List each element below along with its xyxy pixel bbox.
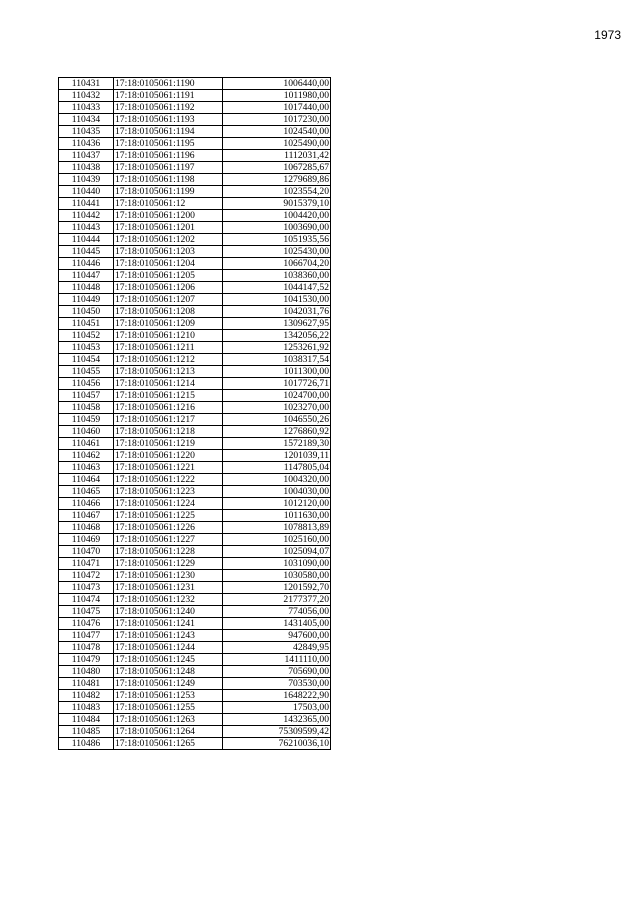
value-cell: 1067285,67 <box>223 162 331 174</box>
value-cell: 1112031,42 <box>223 150 331 162</box>
table-row <box>59 342 331 354</box>
value-cell: 1431405,00 <box>223 618 331 630</box>
cadastral-value-table <box>58 77 331 750</box>
row-number-cell: 110457 <box>59 390 114 402</box>
cadastral-number-cell: 17:18:0105061:1231 <box>114 582 223 594</box>
row-number-cell: 110439 <box>59 174 114 186</box>
table-row <box>59 726 331 738</box>
value-cell: 1078813,89 <box>223 522 331 534</box>
table-row <box>59 234 331 246</box>
table-row <box>59 258 331 270</box>
value-cell: 705690,00 <box>223 666 331 678</box>
value-cell: 1066704,20 <box>223 258 331 270</box>
cadastral-number-cell: 17:18:0105061:1263 <box>114 714 223 726</box>
cadastral-number-cell: 17:18:0105061:1191 <box>114 90 223 102</box>
cadastral-number-cell: 17:18:0105061:1227 <box>114 534 223 546</box>
value-cell: 1011300,00 <box>223 366 331 378</box>
row-number-cell: 110462 <box>59 450 114 462</box>
table-row <box>59 402 331 414</box>
cadastral-number-cell: 17:18:0105061:1208 <box>114 306 223 318</box>
value-cell: 9015379,10 <box>223 198 331 210</box>
row-number-cell: 110434 <box>59 114 114 126</box>
cadastral-number-cell: 17:18:0105061:1224 <box>114 498 223 510</box>
cadastral-number-cell: 17:18:0105061:1228 <box>114 546 223 558</box>
value-cell: 1011630,00 <box>223 510 331 522</box>
cadastral-number-cell: 17:18:0105061:1209 <box>114 318 223 330</box>
table-row <box>59 354 331 366</box>
value-cell: 1041530,00 <box>223 294 331 306</box>
value-cell: 1147805,04 <box>223 462 331 474</box>
cadastral-number-cell: 17:18:0105061:1207 <box>114 294 223 306</box>
table-row <box>59 114 331 126</box>
table-row <box>59 534 331 546</box>
value-cell: 1031090,00 <box>223 558 331 570</box>
value-cell: 1023270,00 <box>223 402 331 414</box>
value-cell: 1017440,00 <box>223 102 331 114</box>
row-number-cell: 110435 <box>59 126 114 138</box>
value-cell: 1038317,54 <box>223 354 331 366</box>
value-cell: 1024540,00 <box>223 126 331 138</box>
value-cell: 1025160,00 <box>223 534 331 546</box>
value-cell: 1042031,76 <box>223 306 331 318</box>
value-cell: 1038360,00 <box>223 270 331 282</box>
row-number-cell: 110479 <box>59 654 114 666</box>
table-row <box>59 102 331 114</box>
table-row <box>59 330 331 342</box>
table-row <box>59 318 331 330</box>
row-number-cell: 110446 <box>59 258 114 270</box>
cadastral-number-cell: 17:18:0105061:1244 <box>114 642 223 654</box>
cadastral-number-cell: 17:18:0105061:1222 <box>114 474 223 486</box>
cadastral-number-cell: 17:18:0105061:1245 <box>114 654 223 666</box>
value-cell: 1004030,00 <box>223 486 331 498</box>
value-cell: 1003690,00 <box>223 222 331 234</box>
cadastral-number-cell: 17:18:0105061:1199 <box>114 186 223 198</box>
value-cell: 1342056,22 <box>223 330 331 342</box>
cadastral-number-cell: 17:18:0105061:1264 <box>114 726 223 738</box>
row-number-cell: 110459 <box>59 414 114 426</box>
cadastral-number-cell: 17:18:0105061:1204 <box>114 258 223 270</box>
cadastral-number-cell: 17:18:0105061:12 <box>114 198 223 210</box>
row-number-cell: 110443 <box>59 222 114 234</box>
cadastral-number-cell: 17:18:0105061:1202 <box>114 234 223 246</box>
cadastral-number-cell: 17:18:0105061:1225 <box>114 510 223 522</box>
value-cell: 1024700,00 <box>223 390 331 402</box>
row-number-cell: 110453 <box>59 342 114 354</box>
row-number-cell: 110437 <box>59 150 114 162</box>
row-number-cell: 110469 <box>59 534 114 546</box>
cadastral-number-cell: 17:18:0105061:1249 <box>114 678 223 690</box>
row-number-cell: 110436 <box>59 138 114 150</box>
value-cell: 76210036,10 <box>223 738 331 750</box>
value-cell: 1004420,00 <box>223 210 331 222</box>
row-number-cell: 110440 <box>59 186 114 198</box>
cadastral-number-cell: 17:18:0105061:1241 <box>114 618 223 630</box>
value-cell: 1309627,95 <box>223 318 331 330</box>
value-cell: 1201592,70 <box>223 582 331 594</box>
table-row <box>59 570 331 582</box>
cadastral-number-cell: 17:18:0105061:1229 <box>114 558 223 570</box>
table-body <box>59 78 331 750</box>
row-number-cell: 110456 <box>59 378 114 390</box>
table-row <box>59 390 331 402</box>
row-number-cell: 110449 <box>59 294 114 306</box>
cadastral-number-cell: 17:18:0105061:1197 <box>114 162 223 174</box>
cadastral-number-cell: 17:18:0105061:1198 <box>114 174 223 186</box>
table-row <box>59 690 331 702</box>
row-number-cell: 110465 <box>59 486 114 498</box>
row-number-cell: 110464 <box>59 474 114 486</box>
table-row <box>59 486 331 498</box>
value-cell: 1025490,00 <box>223 138 331 150</box>
table-row <box>59 90 331 102</box>
cadastral-number-cell: 17:18:0105061:1226 <box>114 522 223 534</box>
row-number-cell: 110441 <box>59 198 114 210</box>
row-number-cell: 110482 <box>59 690 114 702</box>
value-cell: 1276860,92 <box>223 426 331 438</box>
value-cell: 1046550,26 <box>223 414 331 426</box>
table-row <box>59 546 331 558</box>
cadastral-number-cell: 17:18:0105061:1194 <box>114 126 223 138</box>
row-number-cell: 110470 <box>59 546 114 558</box>
cadastral-number-cell: 17:18:0105061:1192 <box>114 102 223 114</box>
table-row <box>59 78 331 90</box>
row-number-cell: 110473 <box>59 582 114 594</box>
cadastral-number-cell: 17:18:0105061:1240 <box>114 606 223 618</box>
row-number-cell: 110438 <box>59 162 114 174</box>
cadastral-number-cell: 17:18:0105061:1213 <box>114 366 223 378</box>
row-number-cell: 110451 <box>59 318 114 330</box>
row-number-cell: 110454 <box>59 354 114 366</box>
value-cell: 1017230,00 <box>223 114 331 126</box>
row-number-cell: 110474 <box>59 594 114 606</box>
value-cell: 1411110,00 <box>223 654 331 666</box>
row-number-cell: 110460 <box>59 426 114 438</box>
table-row <box>59 198 331 210</box>
value-cell: 75309599,42 <box>223 726 331 738</box>
row-number-cell: 110481 <box>59 678 114 690</box>
table-row <box>59 702 331 714</box>
value-cell: 42849,95 <box>223 642 331 654</box>
cadastral-number-cell: 17:18:0105061:1205 <box>114 270 223 282</box>
row-number-cell: 110484 <box>59 714 114 726</box>
cadastral-number-cell: 17:18:0105061:1219 <box>114 438 223 450</box>
table-row <box>59 150 331 162</box>
row-number-cell: 110448 <box>59 282 114 294</box>
value-cell: 1012120,00 <box>223 498 331 510</box>
table-row <box>59 438 331 450</box>
table-row <box>59 294 331 306</box>
row-number-cell: 110471 <box>59 558 114 570</box>
table-row <box>59 186 331 198</box>
cadastral-number-cell: 17:18:0105061:1255 <box>114 702 223 714</box>
value-cell: 1006440,00 <box>223 78 331 90</box>
table-row <box>59 366 331 378</box>
table-row <box>59 462 331 474</box>
table-row <box>59 618 331 630</box>
cadastral-number-cell: 17:18:0105061:1201 <box>114 222 223 234</box>
table-row <box>59 246 331 258</box>
value-cell: 1253261,92 <box>223 342 331 354</box>
row-number-cell: 110472 <box>59 570 114 582</box>
value-cell: 1572189,30 <box>223 438 331 450</box>
row-number-cell: 110447 <box>59 270 114 282</box>
value-cell: 1432365,00 <box>223 714 331 726</box>
cadastral-number-cell: 17:18:0105061:1195 <box>114 138 223 150</box>
value-cell: 1030580,00 <box>223 570 331 582</box>
value-cell: 1051935,56 <box>223 234 331 246</box>
cadastral-number-cell: 17:18:0105061:1230 <box>114 570 223 582</box>
table-row <box>59 474 331 486</box>
value-cell: 1279689,86 <box>223 174 331 186</box>
row-number-cell: 110478 <box>59 642 114 654</box>
cadastral-number-cell: 17:18:0105061:1243 <box>114 630 223 642</box>
table-row <box>59 210 331 222</box>
table-row <box>59 138 331 150</box>
table-row <box>59 414 331 426</box>
value-cell: 947600,00 <box>223 630 331 642</box>
page-number: 1973 <box>594 28 621 42</box>
row-number-cell: 110476 <box>59 618 114 630</box>
table-row <box>59 450 331 462</box>
cadastral-number-cell: 17:18:0105061:1206 <box>114 282 223 294</box>
cadastral-number-cell: 17:18:0105061:1218 <box>114 426 223 438</box>
cadastral-number-cell: 17:18:0105061:1210 <box>114 330 223 342</box>
table-row <box>59 558 331 570</box>
row-number-cell: 110480 <box>59 666 114 678</box>
table-row <box>59 630 331 642</box>
row-number-cell: 110450 <box>59 306 114 318</box>
cadastral-number-cell: 17:18:0105061:1214 <box>114 378 223 390</box>
row-number-cell: 110445 <box>59 246 114 258</box>
cadastral-number-cell: 17:18:0105061:1196 <box>114 150 223 162</box>
table-row <box>59 594 331 606</box>
value-cell: 1023554,20 <box>223 186 331 198</box>
cadastral-number-cell: 17:18:0105061:1253 <box>114 690 223 702</box>
row-number-cell: 110432 <box>59 90 114 102</box>
table-row <box>59 498 331 510</box>
row-number-cell: 110444 <box>59 234 114 246</box>
cadastral-number-cell: 17:18:0105061:1265 <box>114 738 223 750</box>
table-row <box>59 378 331 390</box>
table-row <box>59 642 331 654</box>
row-number-cell: 110467 <box>59 510 114 522</box>
table-row <box>59 222 331 234</box>
value-cell: 1201039,11 <box>223 450 331 462</box>
value-cell: 1004320,00 <box>223 474 331 486</box>
table-row <box>59 270 331 282</box>
cadastral-number-cell: 17:18:0105061:1211 <box>114 342 223 354</box>
row-number-cell: 110461 <box>59 438 114 450</box>
cadastral-number-cell: 17:18:0105061:1215 <box>114 390 223 402</box>
table-row <box>59 606 331 618</box>
value-cell: 1044147,52 <box>223 282 331 294</box>
table-row <box>59 666 331 678</box>
cadastral-number-cell: 17:18:0105061:1220 <box>114 450 223 462</box>
cadastral-number-cell: 17:18:0105061:1223 <box>114 486 223 498</box>
table-row <box>59 678 331 690</box>
table-row <box>59 654 331 666</box>
cadastral-number-cell: 17:18:0105061:1200 <box>114 210 223 222</box>
cadastral-number-cell: 17:18:0105061:1221 <box>114 462 223 474</box>
row-number-cell: 110486 <box>59 738 114 750</box>
table-row <box>59 126 331 138</box>
row-number-cell: 110463 <box>59 462 114 474</box>
cadastral-number-cell: 17:18:0105061:1212 <box>114 354 223 366</box>
cadastral-number-cell: 17:18:0105061:1248 <box>114 666 223 678</box>
table-row <box>59 714 331 726</box>
value-cell: 2177377,20 <box>223 594 331 606</box>
row-number-cell: 110433 <box>59 102 114 114</box>
table-row <box>59 426 331 438</box>
table-row <box>59 174 331 186</box>
cadastral-number-cell: 17:18:0105061:1190 <box>114 78 223 90</box>
value-cell: 17503,00 <box>223 702 331 714</box>
value-cell: 1025094,07 <box>223 546 331 558</box>
value-cell: 1017726,71 <box>223 378 331 390</box>
value-cell: 703530,00 <box>223 678 331 690</box>
row-number-cell: 110477 <box>59 630 114 642</box>
table-row <box>59 738 331 750</box>
row-number-cell: 110458 <box>59 402 114 414</box>
table-row <box>59 522 331 534</box>
cadastral-number-cell: 17:18:0105061:1216 <box>114 402 223 414</box>
cadastral-number-cell: 17:18:0105061:1217 <box>114 414 223 426</box>
cadastral-number-cell: 17:18:0105061:1193 <box>114 114 223 126</box>
value-cell: 774056,00 <box>223 606 331 618</box>
table-row <box>59 282 331 294</box>
table-row <box>59 582 331 594</box>
row-number-cell: 110452 <box>59 330 114 342</box>
table-row <box>59 162 331 174</box>
row-number-cell: 110466 <box>59 498 114 510</box>
row-number-cell: 110431 <box>59 78 114 90</box>
table-row <box>59 306 331 318</box>
row-number-cell: 110442 <box>59 210 114 222</box>
row-number-cell: 110475 <box>59 606 114 618</box>
row-number-cell: 110455 <box>59 366 114 378</box>
cadastral-number-cell: 17:18:0105061:1203 <box>114 246 223 258</box>
value-cell: 1011980,00 <box>223 90 331 102</box>
cadastral-number-cell: 17:18:0105061:1232 <box>114 594 223 606</box>
row-number-cell: 110468 <box>59 522 114 534</box>
value-cell: 1025430,00 <box>223 246 331 258</box>
row-number-cell: 110483 <box>59 702 114 714</box>
table-row <box>59 510 331 522</box>
row-number-cell: 110485 <box>59 726 114 738</box>
value-cell: 1648222,90 <box>223 690 331 702</box>
